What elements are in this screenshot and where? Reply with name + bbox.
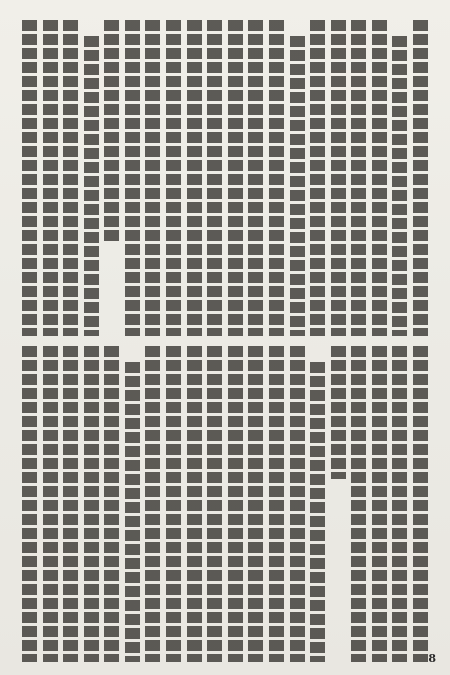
upper-text-column-16 [104, 20, 119, 241]
upper-text-column-12 [187, 20, 202, 336]
lower-text-column-7 [290, 346, 305, 662]
lower-text-column-12 [187, 346, 202, 662]
upper-text-column-10 [228, 20, 243, 336]
upper-text-column-5 [331, 20, 346, 336]
lower-text-column-13 [166, 346, 181, 662]
lower-text-column-1 [413, 346, 428, 662]
upper-text-column-14 [145, 20, 160, 336]
lower-text-column-19 [43, 346, 58, 662]
lower-text-column-18 [63, 346, 78, 662]
upper-text-column-3 [372, 20, 387, 336]
lower-text-column-10 [228, 346, 243, 662]
lower-text-column-11 [207, 346, 222, 662]
upper-text-column-9 [248, 20, 263, 336]
lower-text-column-8 [269, 346, 284, 662]
lower-text-column-20 [22, 346, 37, 662]
lower-text-column-15 [125, 362, 140, 662]
page-number: 8 [428, 652, 436, 665]
upper-text-column-2 [392, 36, 407, 336]
upper-text-column-11 [207, 20, 222, 336]
lower-text-column-4 [351, 346, 366, 662]
upper-text-column-8 [269, 20, 284, 336]
lower-text-column-3 [372, 346, 387, 662]
upper-text-column-7 [290, 36, 305, 336]
lower-text-column-6 [310, 362, 325, 662]
upper-text-column-4 [351, 20, 366, 336]
upper-text-column-20 [22, 20, 37, 336]
lower-text-column-2 [392, 346, 407, 662]
upper-text-column-19 [43, 20, 58, 336]
lower-text-band [22, 346, 428, 662]
lower-text-column-16 [104, 346, 119, 662]
upper-text-column-13 [166, 20, 181, 336]
lower-text-column-17 [84, 346, 99, 662]
upper-text-band [22, 20, 428, 336]
upper-text-column-18 [63, 20, 78, 336]
lower-text-column-5 [331, 346, 346, 479]
upper-text-column-17 [84, 36, 99, 336]
lower-text-column-9 [248, 346, 263, 662]
upper-text-column-1 [413, 20, 428, 336]
lower-text-column-14 [145, 346, 160, 662]
upper-text-column-15 [125, 20, 140, 336]
upper-text-column-6 [310, 20, 325, 336]
